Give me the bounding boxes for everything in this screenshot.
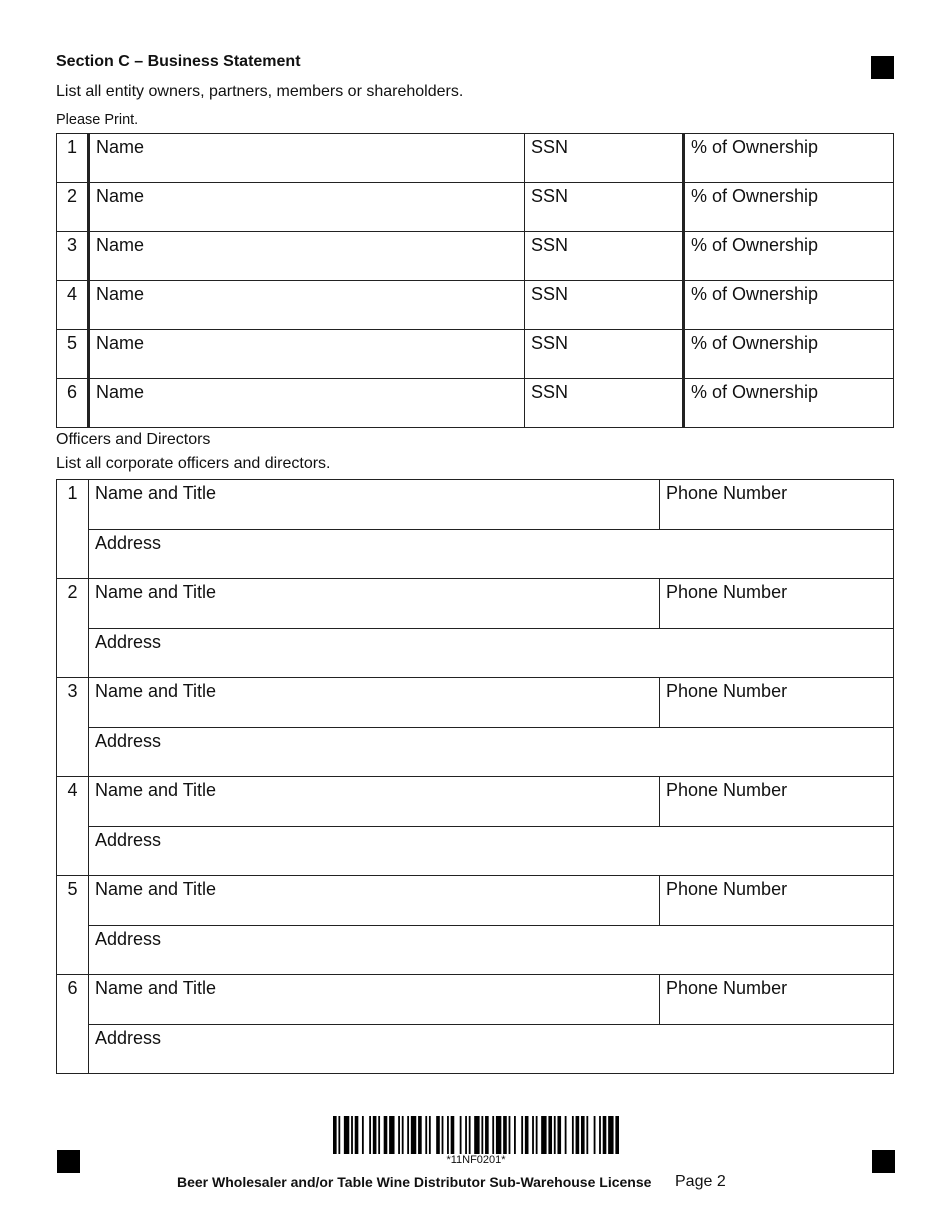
row-number: 1 — [57, 134, 89, 183]
barcode-bar — [599, 1116, 601, 1154]
barcode-bar — [576, 1116, 580, 1154]
barcode-bar — [554, 1116, 556, 1154]
officer-row — [57, 876, 894, 926]
form-title: Beer Wholesaler and/or Table Wine Distributor Sub-Warehouse License — [177, 1174, 652, 1190]
officers-table — [56, 479, 894, 1074]
owner-row — [57, 330, 894, 379]
owner-ssn-field[interactable]: SSN — [525, 379, 684, 428]
owner-percent-field[interactable]: % of Ownership — [684, 134, 894, 183]
officer-address-field[interactable]: Address — [89, 628, 894, 678]
officer-address-row — [57, 925, 894, 975]
officer-address-field[interactable]: Address — [89, 1024, 894, 1074]
officer-row — [57, 975, 894, 1025]
officer-name-title-field[interactable]: Name and Title — [89, 876, 660, 926]
row-number: 3 — [57, 232, 89, 281]
barcode-bar — [407, 1116, 409, 1154]
barcode-bar — [338, 1116, 340, 1154]
officers-heading: Officers and Directors — [56, 431, 211, 448]
officer-address-field[interactable]: Address — [89, 727, 894, 777]
row-number: 5 — [57, 330, 89, 379]
row-number: 2 — [57, 579, 89, 678]
owner-ssn-field[interactable]: SSN — [525, 232, 684, 281]
barcode-bar — [460, 1116, 462, 1154]
barcode-bar — [503, 1116, 507, 1154]
officer-name-title-field[interactable]: Name and Title — [89, 579, 660, 629]
officer-phone-field[interactable]: Phone Number — [660, 876, 894, 926]
barcode-bar — [398, 1116, 400, 1154]
barcode-bar — [608, 1116, 613, 1154]
barcode-bar — [333, 1116, 337, 1154]
row-number: 6 — [57, 379, 89, 428]
barcode-bar — [581, 1116, 585, 1154]
officer-name-title-field[interactable]: Name and Title — [89, 975, 660, 1025]
barcode-bar — [496, 1116, 501, 1154]
barcode-bar — [474, 1116, 479, 1154]
owner-percent-field[interactable]: % of Ownership — [684, 183, 894, 232]
owner-name-field[interactable]: Name — [89, 330, 525, 379]
officer-address-field[interactable]: Address — [89, 529, 894, 579]
barcode-bar — [373, 1116, 377, 1154]
registration-mark-bottom-right — [872, 1150, 895, 1173]
row-number: 6 — [57, 975, 89, 1074]
owner-row — [57, 281, 894, 330]
owner-percent-field[interactable]: % of Ownership — [684, 232, 894, 281]
officer-row — [57, 678, 894, 728]
barcode-bar — [492, 1116, 494, 1154]
barcode-bar — [509, 1116, 511, 1154]
barcode-bar — [378, 1116, 380, 1154]
officer-row — [57, 579, 894, 629]
owner-row — [57, 379, 894, 428]
barcode-bar — [425, 1116, 427, 1154]
officer-address-row — [57, 727, 894, 777]
owner-ssn-field[interactable]: SSN — [525, 281, 684, 330]
barcode-bar — [447, 1116, 449, 1154]
owner-ssn-field[interactable]: SSN — [525, 183, 684, 232]
row-number: 4 — [57, 281, 89, 330]
officer-address-field[interactable]: Address — [89, 925, 894, 975]
barcode-bar — [465, 1116, 467, 1154]
barcode-bar — [384, 1116, 388, 1154]
barcode-bar — [451, 1116, 455, 1154]
owner-name-field[interactable]: Name — [89, 281, 525, 330]
officer-name-title-field[interactable]: Name and Title — [89, 480, 660, 530]
barcode-bar — [436, 1116, 440, 1154]
owner-name-field[interactable]: Name — [89, 134, 525, 183]
owners-table — [56, 133, 894, 428]
owner-name-field[interactable]: Name — [89, 379, 525, 428]
barcode-bar — [532, 1116, 534, 1154]
page-number: Page 2 — [675, 1173, 726, 1190]
officer-phone-field[interactable]: Phone Number — [660, 480, 894, 530]
row-number: 2 — [57, 183, 89, 232]
barcode-bar — [389, 1116, 394, 1154]
barcode-text: *11NF0201* — [446, 1154, 506, 1166]
owner-name-field[interactable]: Name — [89, 232, 525, 281]
owner-percent-field[interactable]: % of Ownership — [684, 379, 894, 428]
barcode-bar — [586, 1116, 588, 1154]
barcode-bar — [565, 1116, 567, 1154]
barcode-bar — [603, 1116, 607, 1154]
registration-mark-top-right — [871, 56, 894, 79]
officer-phone-field[interactable]: Phone Number — [660, 975, 894, 1025]
barcode-bar — [521, 1116, 523, 1154]
registration-mark-bottom-left — [57, 1150, 80, 1173]
row-number: 5 — [57, 876, 89, 975]
barcode-bar — [469, 1116, 471, 1154]
officer-name-title-field[interactable]: Name and Title — [89, 777, 660, 827]
row-number: 3 — [57, 678, 89, 777]
officer-address-row — [57, 1024, 894, 1074]
barcode-bar — [442, 1116, 444, 1154]
officer-name-title-field[interactable]: Name and Title — [89, 678, 660, 728]
barcode-bar — [481, 1116, 483, 1154]
barcode-bar — [557, 1116, 561, 1154]
barcode-bar — [572, 1116, 574, 1154]
barcode-bar — [402, 1116, 404, 1154]
row-number: 1 — [57, 480, 89, 579]
barcode-bar — [355, 1116, 359, 1154]
barcode-bar — [594, 1116, 596, 1154]
owner-name-field[interactable]: Name — [89, 183, 525, 232]
print-note: Please Print. — [56, 112, 139, 128]
barcode-bar — [536, 1116, 538, 1154]
row-number: 4 — [57, 777, 89, 876]
owner-percent-field[interactable]: % of Ownership — [684, 330, 894, 379]
officers-instruction: List all corporate officers and directors. — [56, 455, 331, 472]
officer-address-row — [57, 628, 894, 678]
barcode — [333, 1116, 619, 1154]
barcode-bar — [485, 1116, 489, 1154]
barcode-bar — [344, 1116, 349, 1154]
officer-row — [57, 777, 894, 827]
owners-instruction: List all entity owners, partners, members or shareholders. — [56, 83, 464, 100]
barcode-bar — [525, 1116, 529, 1154]
owner-row — [57, 183, 894, 232]
officer-phone-field[interactable]: Phone Number — [660, 678, 894, 728]
barcode-bar — [548, 1116, 552, 1154]
officer-row — [57, 480, 894, 530]
owner-row — [57, 232, 894, 281]
barcode-bar — [615, 1116, 619, 1154]
officer-phone-field[interactable]: Phone Number — [660, 777, 894, 827]
owner-row — [57, 134, 894, 183]
section-title: Section C – Business Statement — [56, 53, 301, 70]
owner-ssn-field[interactable]: SSN — [525, 330, 684, 379]
owner-percent-field[interactable]: % of Ownership — [684, 281, 894, 330]
barcode-bar — [514, 1116, 516, 1154]
barcode-bar — [418, 1116, 422, 1154]
officer-address-row — [57, 826, 894, 876]
barcode-bar — [369, 1116, 371, 1154]
barcode-bar — [351, 1116, 353, 1154]
barcode-bar — [541, 1116, 546, 1154]
barcode-bar — [429, 1116, 431, 1154]
officer-address-row — [57, 529, 894, 579]
owner-ssn-field[interactable]: SSN — [525, 134, 684, 183]
officer-phone-field[interactable]: Phone Number — [660, 579, 894, 629]
barcode-bar — [411, 1116, 416, 1154]
officer-address-field[interactable]: Address — [89, 826, 894, 876]
barcode-bar — [362, 1116, 364, 1154]
